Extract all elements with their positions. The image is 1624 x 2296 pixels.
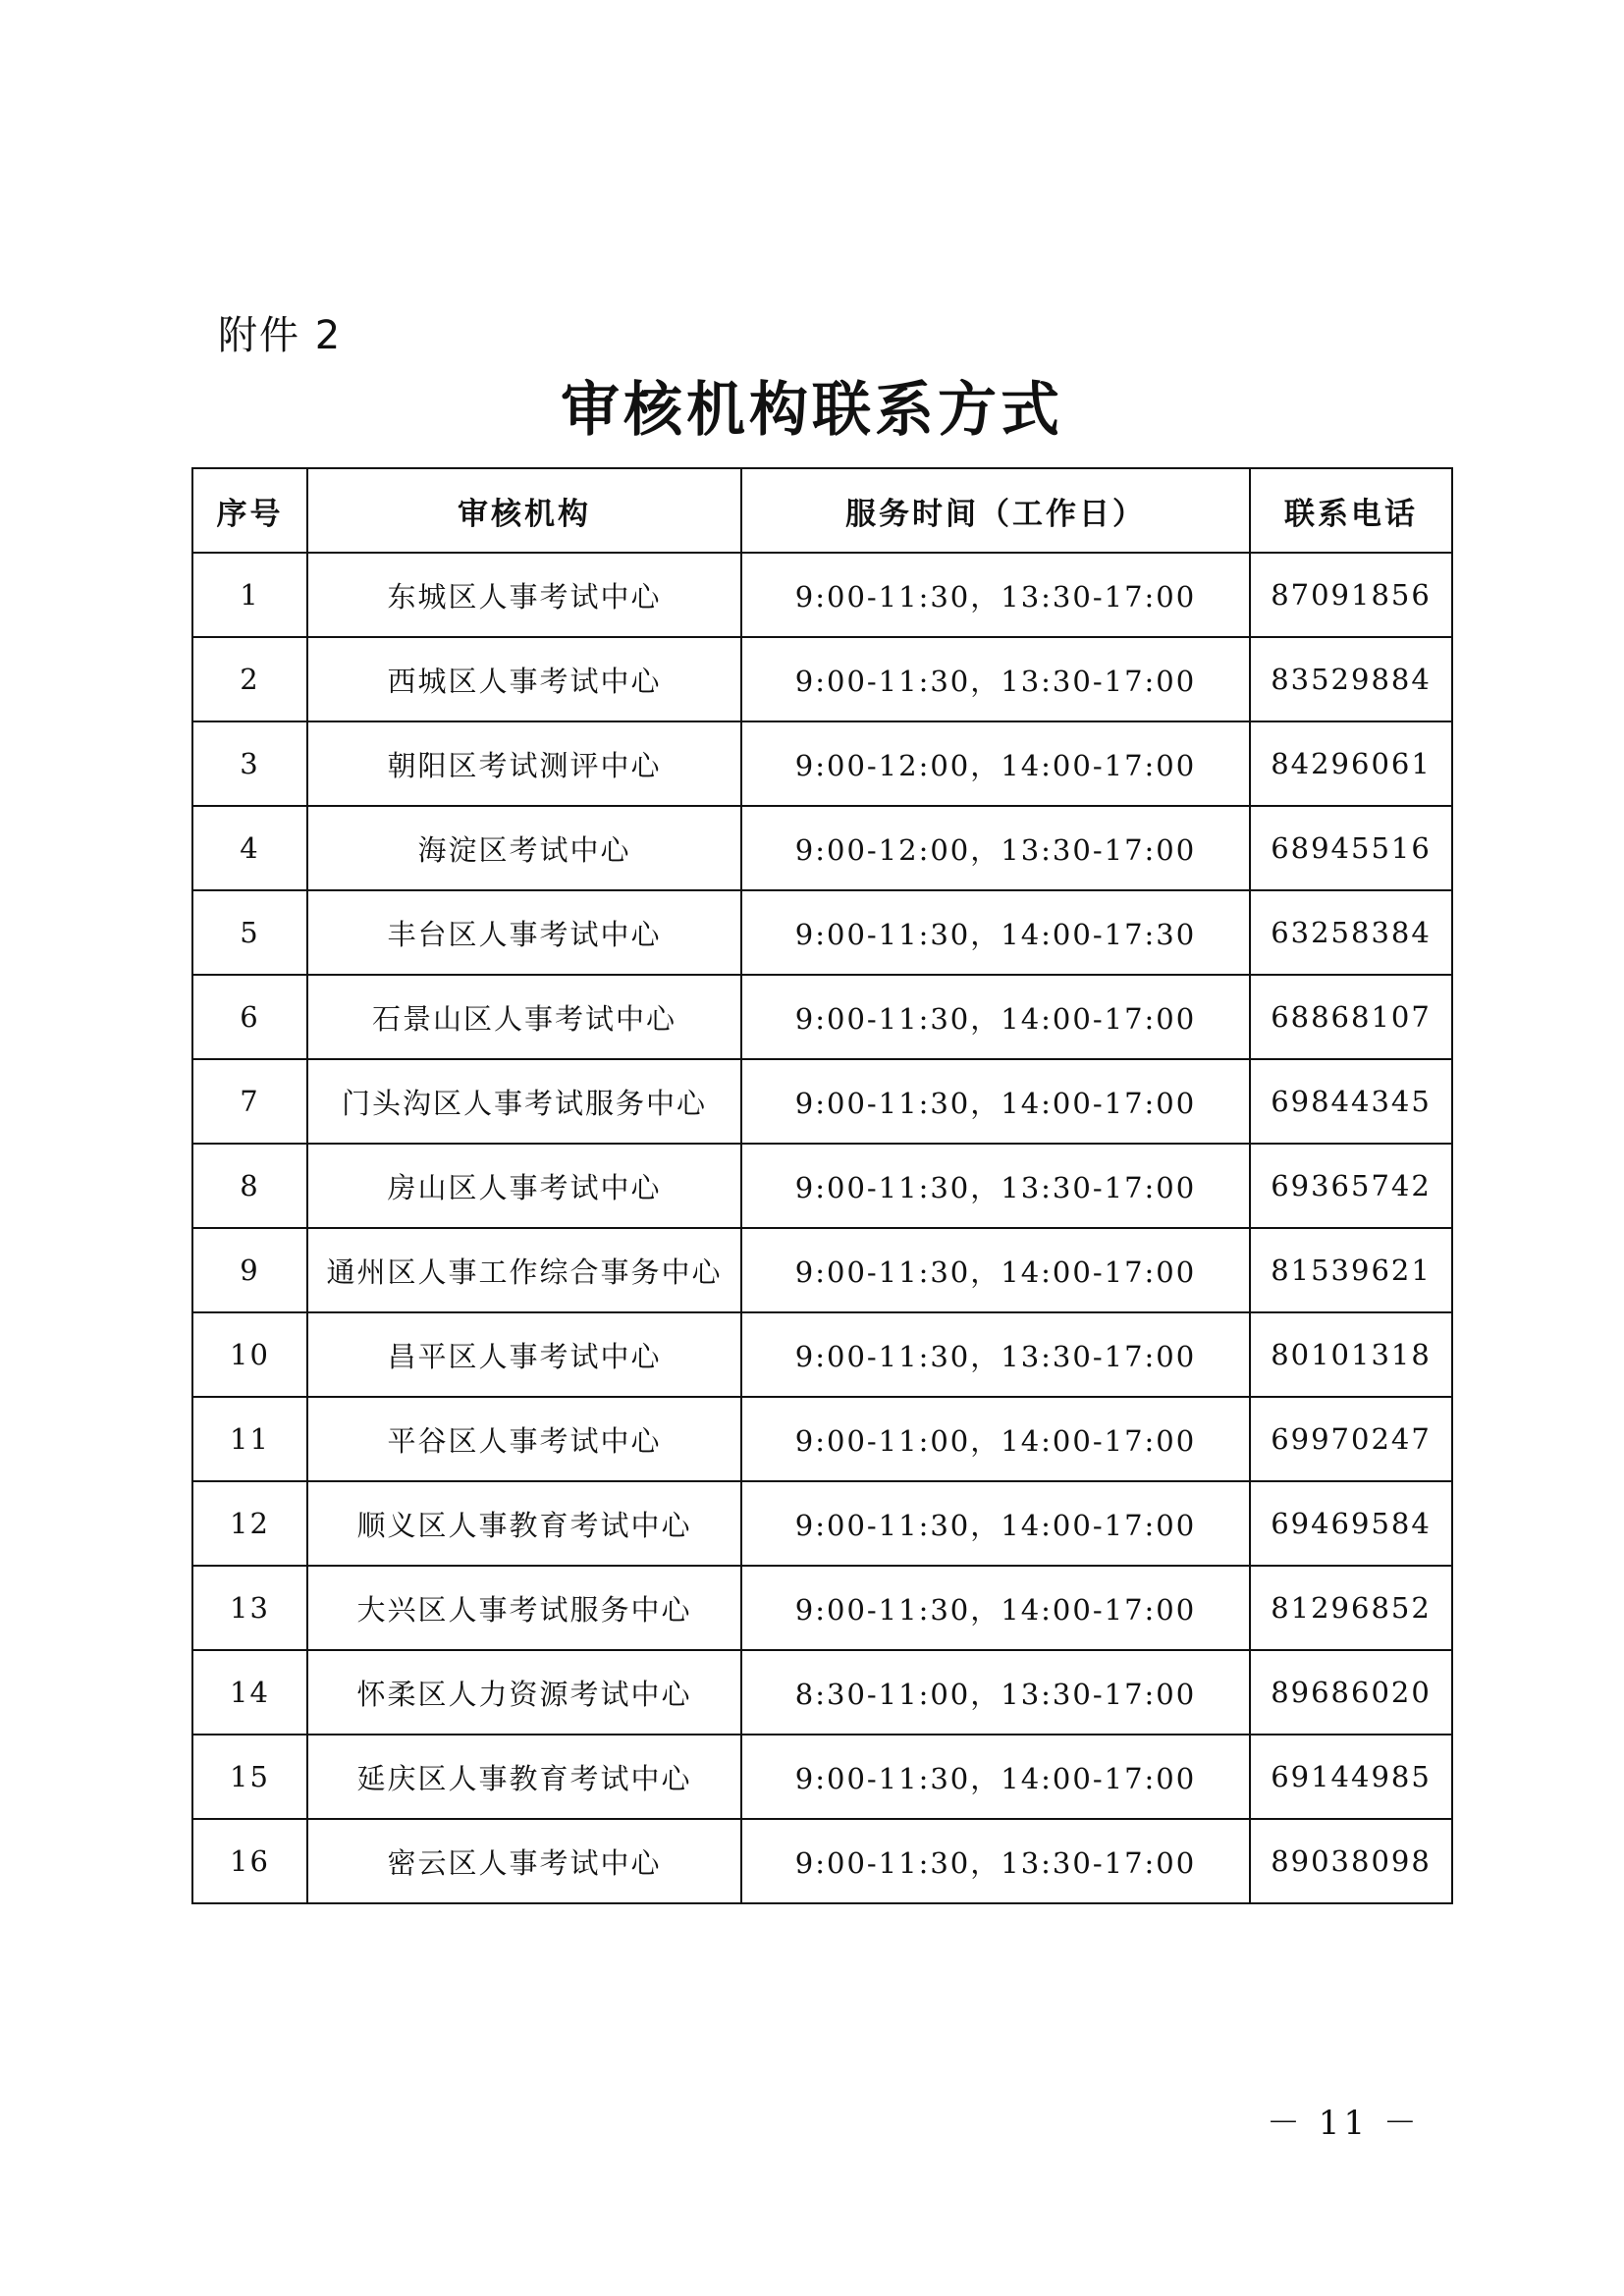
table-row <box>192 1650 1452 1735</box>
row-seq: 13 <box>192 1566 307 1650</box>
row-seq: 10 <box>192 1312 307 1397</box>
row-org: 怀柔区人力资源考试中心 <box>307 1650 741 1735</box>
row-org: 朝阳区考试测评中心 <box>307 721 741 806</box>
row-phone: 89686020 <box>1250 1650 1452 1735</box>
row-hours: 9:00-11:30，13:30-17:00 <box>741 1312 1250 1397</box>
row-org: 密云区人事考试中心 <box>307 1819 741 1903</box>
row-hours: 9:00-11:30，13:30-17:00 <box>741 1819 1250 1903</box>
contact-table <box>191 467 1453 1904</box>
table-row <box>192 1144 1452 1228</box>
table-row <box>192 1228 1452 1312</box>
row-hours: 9:00-11:30，14:00-17:00 <box>741 1059 1250 1144</box>
table-row <box>192 721 1452 806</box>
row-org: 西城区人事考试中心 <box>307 637 741 721</box>
header-hours: 服务时间（工作日） <box>741 468 1250 553</box>
table-row <box>192 553 1452 637</box>
row-org: 通州区人事工作综合事务中心 <box>307 1228 741 1312</box>
table-row <box>192 1566 1452 1650</box>
row-org: 顺义区人事教育考试中心 <box>307 1481 741 1566</box>
row-seq: 12 <box>192 1481 307 1566</box>
row-org: 门头沟区人事考试服务中心 <box>307 1059 741 1144</box>
row-hours: 8:30-11:00，13:30-17:00 <box>741 1650 1250 1735</box>
row-hours: 9:00-11:30，14:00-17:00 <box>741 1566 1250 1650</box>
row-seq: 14 <box>192 1650 307 1735</box>
row-hours: 9:00-11:00，14:00-17:00 <box>741 1397 1250 1481</box>
row-phone: 69144985 <box>1250 1735 1452 1819</box>
row-seq: 8 <box>192 1144 307 1228</box>
row-phone: 84296061 <box>1250 721 1452 806</box>
header-phone: 联系电话 <box>1250 468 1452 553</box>
table-row <box>192 1397 1452 1481</box>
row-hours: 9:00-11:30，13:30-17:00 <box>741 1144 1250 1228</box>
table-row <box>192 1735 1452 1819</box>
row-seq: 9 <box>192 1228 307 1312</box>
row-phone: 87091856 <box>1250 553 1452 637</box>
page-title: 审核机构联系方式 <box>561 376 1063 445</box>
row-seq: 3 <box>192 721 307 806</box>
row-phone: 69365742 <box>1250 1144 1452 1228</box>
row-org: 东城区人事考试中心 <box>307 553 741 637</box>
row-hours: 9:00-11:30，14:00-17:00 <box>741 1481 1250 1566</box>
row-seq: 2 <box>192 637 307 721</box>
row-seq: 15 <box>192 1735 307 1819</box>
table-header-row <box>192 468 1452 553</box>
row-phone: 69469584 <box>1250 1481 1452 1566</box>
row-hours: 9:00-12:00，14:00-17:00 <box>741 721 1250 806</box>
header-seq: 序号 <box>192 468 307 553</box>
row-hours: 9:00-12:00，13:30-17:00 <box>741 806 1250 890</box>
row-phone: 68868107 <box>1250 975 1452 1059</box>
header-org: 审核机构 <box>307 468 741 553</box>
row-org: 延庆区人事教育考试中心 <box>307 1735 741 1819</box>
table-row <box>192 1312 1452 1397</box>
row-hours: 9:00-11:30，14:00-17:00 <box>741 975 1250 1059</box>
row-seq: 1 <box>192 553 307 637</box>
row-org: 昌平区人事考试中心 <box>307 1312 741 1397</box>
row-hours: 9:00-11:30，14:00-17:00 <box>741 1228 1250 1312</box>
row-org: 房山区人事考试中心 <box>307 1144 741 1228</box>
row-hours: 9:00-11:30，13:30-17:00 <box>741 553 1250 637</box>
row-seq: 7 <box>192 1059 307 1144</box>
row-org: 平谷区人事考试中心 <box>307 1397 741 1481</box>
row-phone: 69970247 <box>1250 1397 1452 1481</box>
row-org: 海淀区考试中心 <box>307 806 741 890</box>
row-seq: 16 <box>192 1819 307 1903</box>
row-org: 大兴区人事考试服务中心 <box>307 1566 741 1650</box>
attachment-label: 附件 2 <box>218 313 343 358</box>
page-number: － 11 － <box>1267 2104 1421 2143</box>
table-row <box>192 1059 1452 1144</box>
row-phone: 89038098 <box>1250 1819 1452 1903</box>
row-seq: 4 <box>192 806 307 890</box>
row-hours: 9:00-11:30，14:00-17:30 <box>741 890 1250 975</box>
table-row <box>192 890 1452 975</box>
row-hours: 9:00-11:30，13:30-17:00 <box>741 637 1250 721</box>
table-row <box>192 1819 1452 1903</box>
row-phone: 68945516 <box>1250 806 1452 890</box>
row-phone: 69844345 <box>1250 1059 1452 1144</box>
row-phone: 80101318 <box>1250 1312 1452 1397</box>
table-row <box>192 806 1452 890</box>
table-row <box>192 1481 1452 1566</box>
row-seq: 5 <box>192 890 307 975</box>
row-phone: 83529884 <box>1250 637 1452 721</box>
row-hours: 9:00-11:30，14:00-17:00 <box>741 1735 1250 1819</box>
table-row <box>192 637 1452 721</box>
row-phone: 81539621 <box>1250 1228 1452 1312</box>
row-org: 丰台区人事考试中心 <box>307 890 741 975</box>
row-seq: 6 <box>192 975 307 1059</box>
table-row <box>192 975 1452 1059</box>
row-phone: 81296852 <box>1250 1566 1452 1650</box>
row-phone: 63258384 <box>1250 890 1452 975</box>
row-org: 石景山区人事考试中心 <box>307 975 741 1059</box>
row-seq: 11 <box>192 1397 307 1481</box>
